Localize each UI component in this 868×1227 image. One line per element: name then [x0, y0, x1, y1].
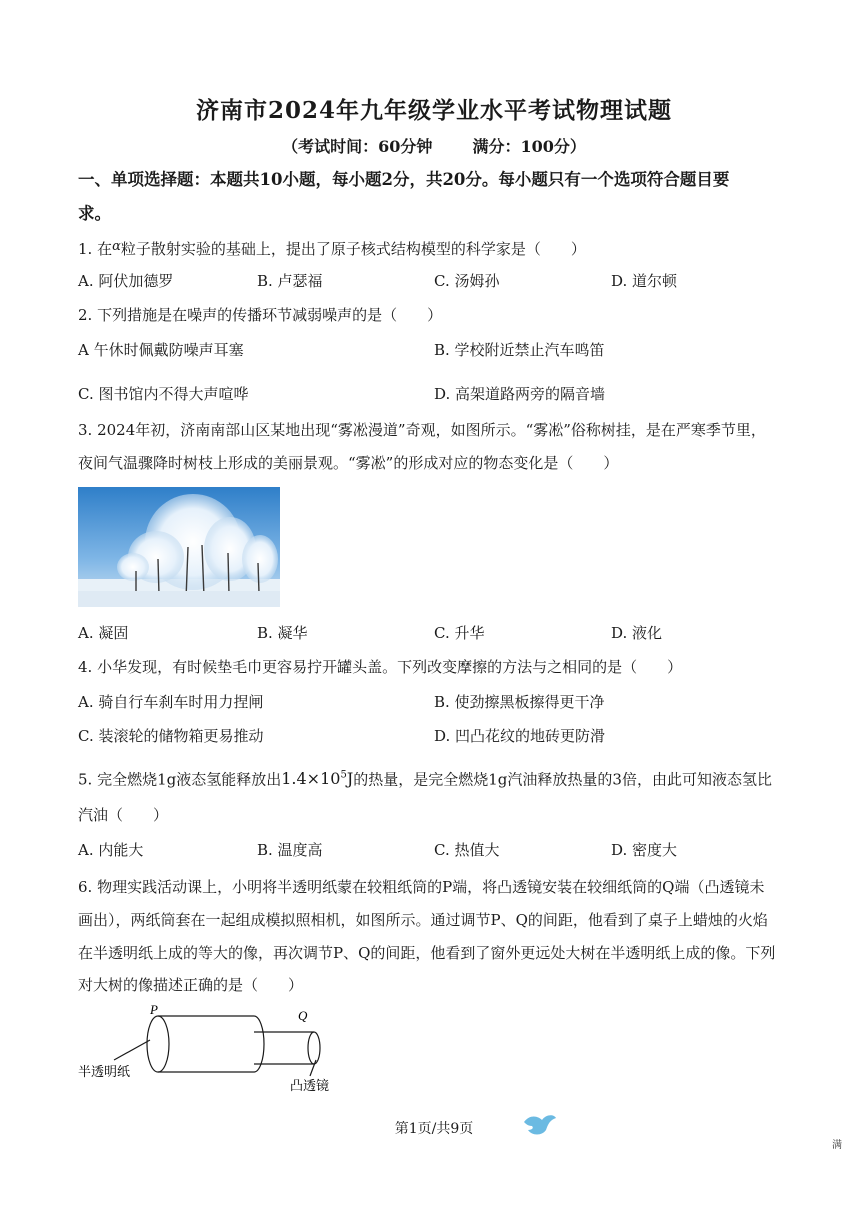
- question-1-stem-b: 粒子散射实验的基础上，提出了原子核式结构模型的科学家是（ ）: [120, 240, 586, 258]
- question-2-stem: 2. 下列措施是在噪声的传播环节减弱噪声的是（ ）: [78, 306, 443, 324]
- label-translucent-paper: 半透明纸: [78, 1065, 131, 1080]
- question-5-line-2: 汽油（ ）: [78, 806, 169, 824]
- section-heading-line-1: 一、单项选择题：本题共10小题，每小题2分，共20分。每小题只有一个选项符合题目要: [78, 170, 730, 189]
- q4-option-b[interactable]: B. 使劲擦黑板擦得更干净: [434, 693, 605, 711]
- camera-model-diagram: [78, 1002, 378, 1097]
- q3-option-a[interactable]: A. 凝固: [78, 624, 129, 642]
- q5-option-b[interactable]: B. 温度高: [257, 841, 323, 859]
- corner-mark: 满: [832, 1140, 842, 1151]
- q3-option-b[interactable]: B. 凝华: [257, 624, 308, 642]
- question-5-text-b: 的热量，是完全燃烧1g汽油释放热量的3倍，由此可知液态氢比: [353, 770, 772, 789]
- exam-info: [0, 134, 868, 157]
- alpha-symbol: α: [112, 239, 121, 254]
- q5-option-c[interactable]: C. 热值大: [434, 841, 500, 859]
- question-1-stem-a: 1. 在: [78, 240, 113, 258]
- q5-option-d[interactable]: D. 密度大: [611, 841, 678, 859]
- question-3-line-1: 3. 2024年初，济南南部山区某地出现“雾凇漫道”奇观，如图所示。“雾凇”俗称树挂，是在严寒季节里，: [78, 421, 766, 439]
- question-6-line-3: 在半透明纸上成的等大的像，再次调节P、Q的间距，他看到了窗外更远处大树在半透明纸上成的像。下列: [78, 944, 776, 962]
- q3-option-d[interactable]: D. 液化: [611, 624, 663, 642]
- q4-option-c[interactable]: C. 装滚轮的储物箱更易推动: [78, 727, 264, 745]
- rime-photo-illustration: [78, 487, 280, 607]
- page-number: 第1页/共9页: [394, 1121, 474, 1137]
- q2-option-b[interactable]: B. 学校附近禁止汽车鸣笛: [434, 341, 605, 359]
- formula-unit: J: [346, 769, 354, 789]
- q4-option-d[interactable]: D. 凹凸花纹的地砖更防滑: [434, 727, 606, 745]
- rime-trees-photo: [78, 487, 280, 607]
- label-p: P: [150, 1002, 158, 1017]
- camera-model-figure: [78, 1002, 378, 1097]
- q1-option-b[interactable]: B. 卢瑟福: [257, 272, 323, 290]
- q5-option-a[interactable]: A. 内能大: [78, 841, 144, 859]
- q1-option-a[interactable]: A. 阿伏加德罗: [78, 272, 174, 290]
- exam-score: 满分：100分）: [472, 137, 586, 156]
- heat-formula: [281, 769, 353, 788]
- q2-option-d[interactable]: D. 高架道路两旁的隔音墙: [434, 385, 606, 403]
- question-6-line-1: 6. 物理实践活动课上，小明将半透明纸蒙在较粗纸筒的P端，将凸透镜安装在较细纸筒的Q端（凸透镜未: [78, 878, 765, 896]
- bird-watermark-icon: [520, 1108, 560, 1140]
- label-q: Q: [298, 1008, 308, 1023]
- q1-option-d[interactable]: D. 道尔顿: [611, 272, 678, 290]
- exam-time: （考试时间：60分钟: [282, 137, 433, 156]
- section-heading-line-2: 求。: [78, 204, 111, 223]
- label-convex-lens: 凸透镜: [290, 1079, 330, 1094]
- section-heading: [78, 163, 798, 231]
- formula-exponent: 5: [340, 770, 347, 781]
- question-3-line-2: 夜间气温骤降时树枝上形成的美丽景观。“雾凇”的形成对应的物态变化是（ ）: [78, 454, 619, 472]
- question-1-stem: [78, 236, 586, 260]
- question-5-line-1: [78, 765, 772, 790]
- watermark-logo: [520, 1108, 560, 1140]
- question-6-line-2: 画出），两纸筒套在一起组成模拟照相机，如图所示。通过调节P、Q的间距，他看到了桌子上蜡烛的火焰: [78, 911, 768, 929]
- question-4-stem: 4. 小华发现，有时候垫毛巾更容易拧开罐头盖。下列改变摩擦的方法与之相同的是（ ）: [78, 658, 683, 676]
- page-title: 济南市2024年九年级学业水平考试物理试题: [195, 97, 672, 124]
- question-6-line-4: 对大树的像描述正确的是（ ）: [78, 976, 304, 994]
- q4-option-a[interactable]: A. 骑自行车刹车时用力捏闸: [78, 693, 264, 711]
- formula-base: 1.4×10: [281, 769, 341, 789]
- q2-option-c[interactable]: C. 图书馆内不得大声喧哗: [78, 385, 249, 403]
- q1-option-c[interactable]: C. 汤姆孙: [434, 272, 500, 290]
- question-5-text-a: 5. 完全燃烧1g液态氢能释放出: [78, 770, 282, 789]
- q3-option-c[interactable]: C. 升华: [434, 624, 485, 642]
- q2-option-a[interactable]: A 午休时佩戴防噪声耳塞: [78, 341, 244, 359]
